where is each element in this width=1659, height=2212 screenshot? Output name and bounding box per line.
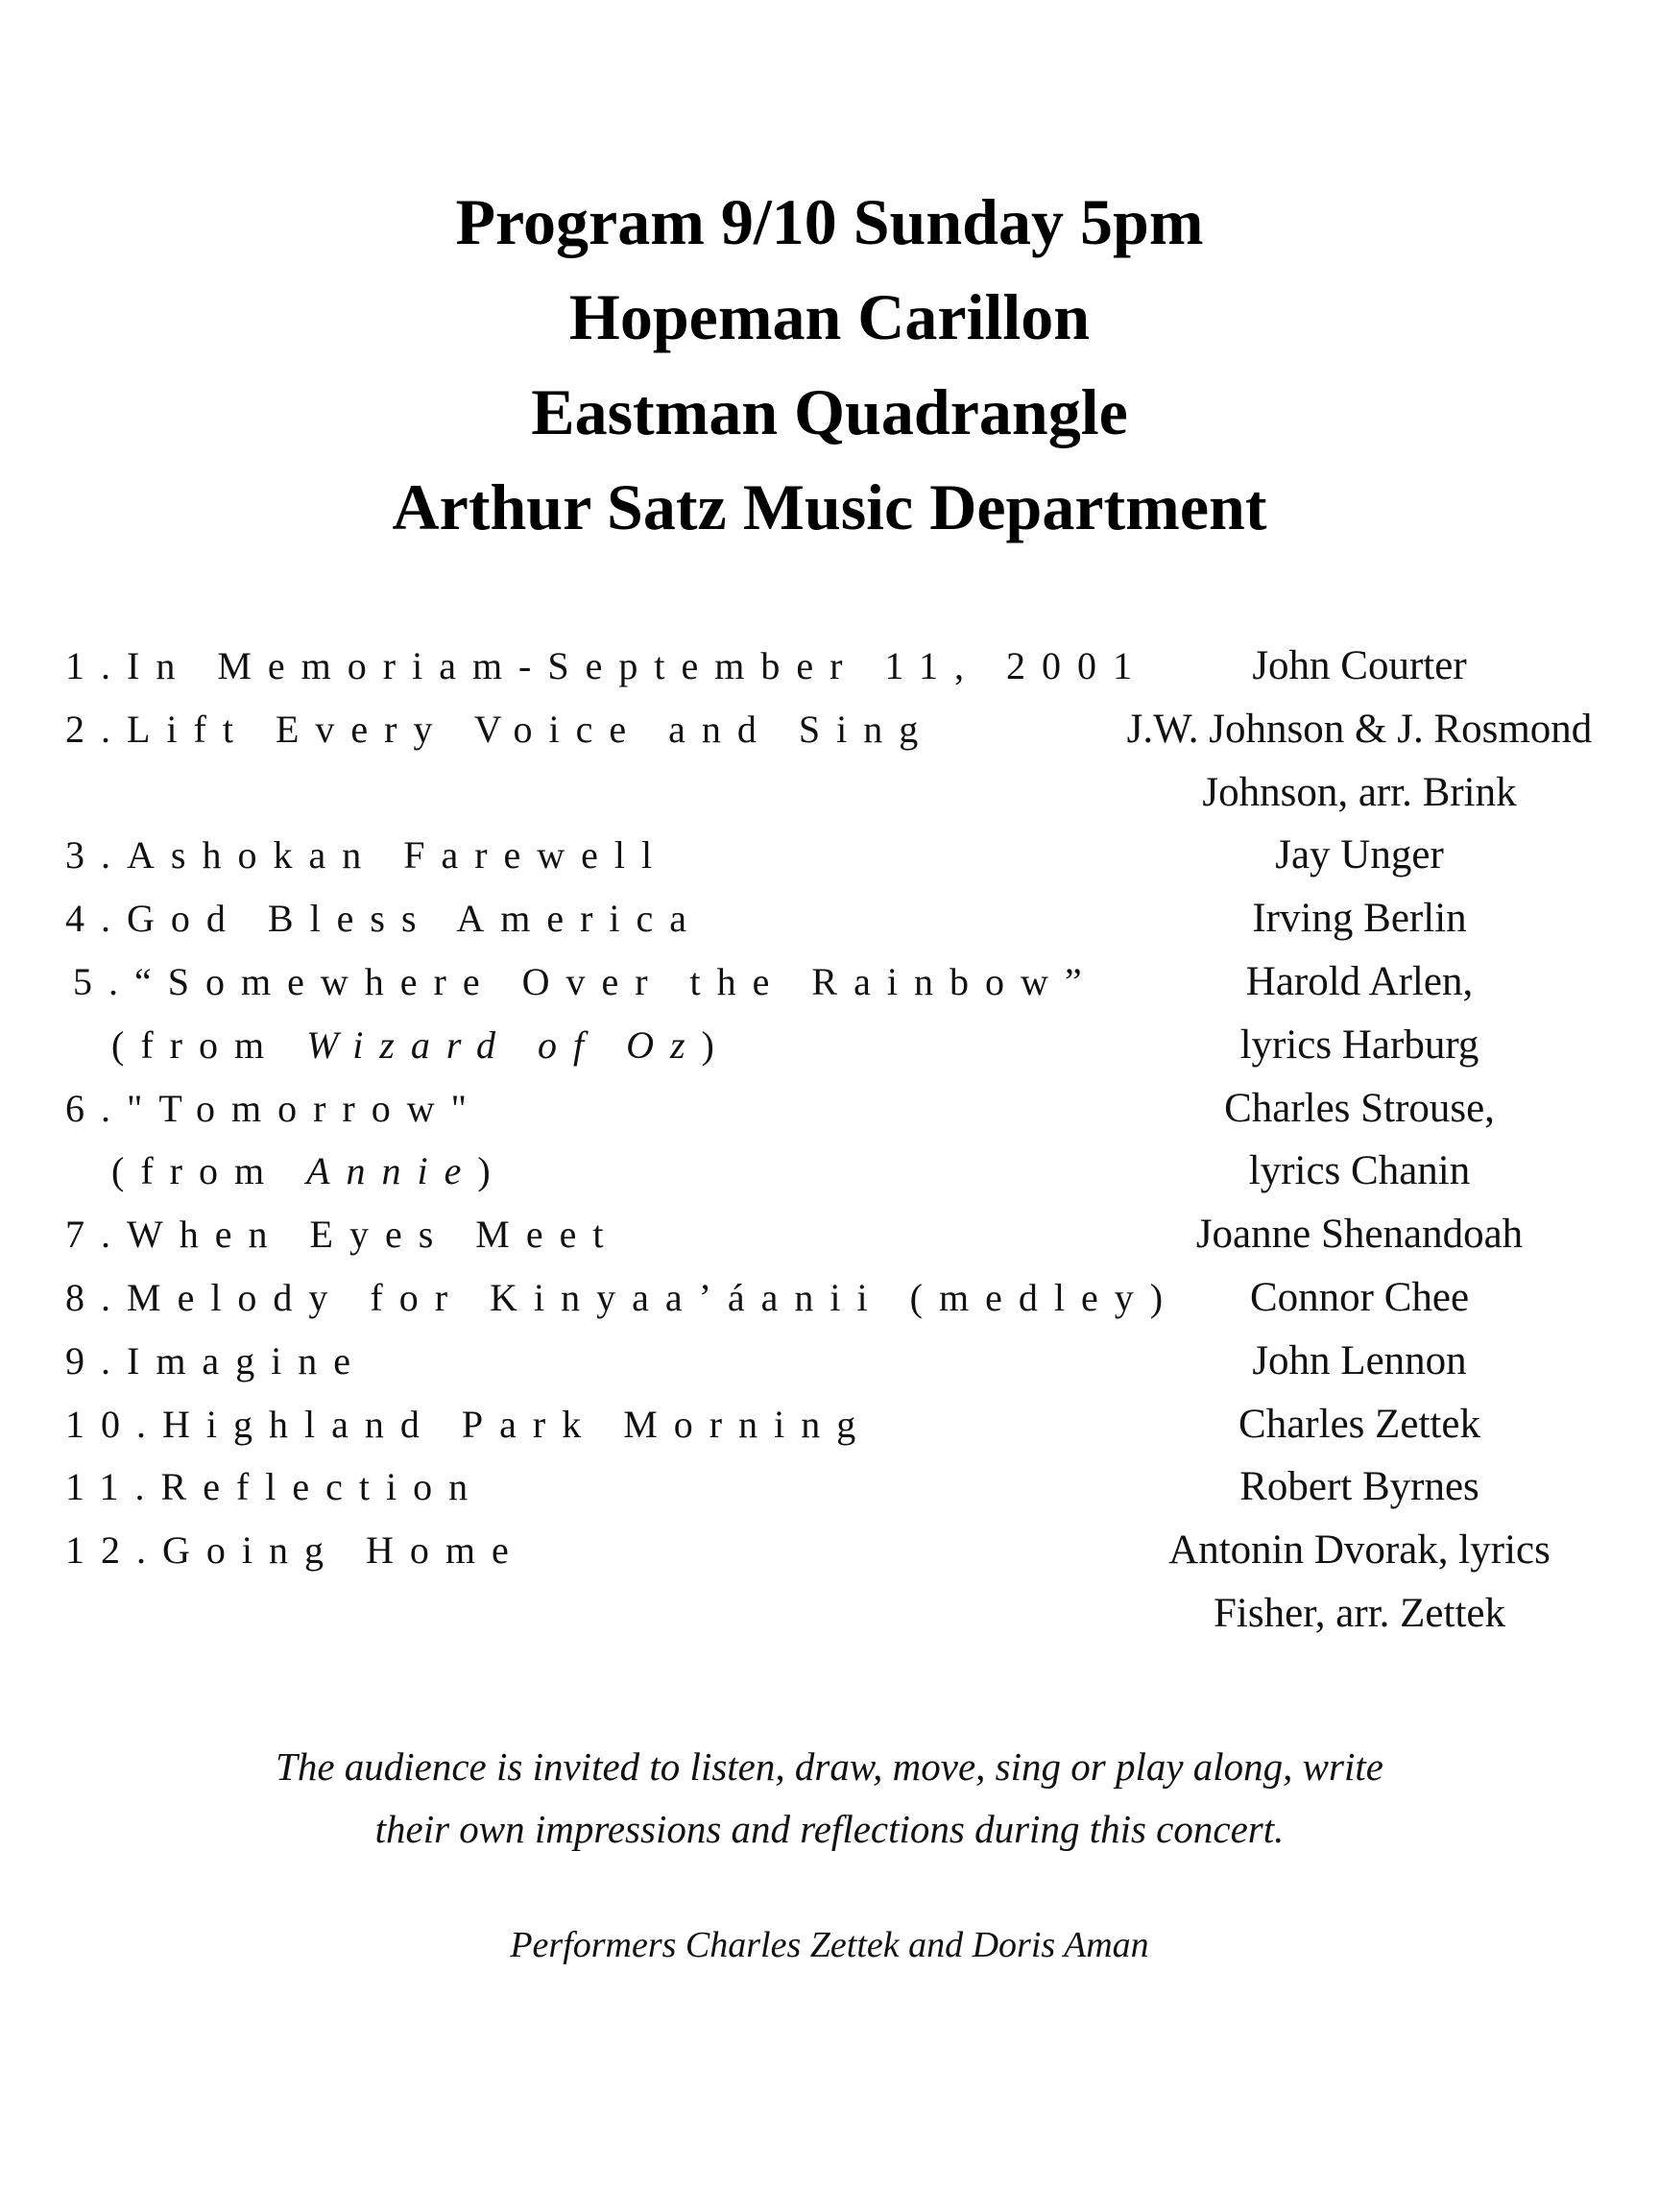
piece-composer: lyrics Harburg [1239, 1022, 1479, 1068]
program-row [0, 764, 1659, 828]
audience-note-line: The audience is invited to listen, draw, move, sing or play along, write [276, 1744, 1383, 1789]
subtitle-prefix: (from [111, 1149, 307, 1193]
piece-composer: J.W. Johnson & J. Rosmond [1126, 706, 1593, 752]
piece-title: 8.Melody for Kinyaa’áanii (medley) [65, 1275, 1180, 1319]
program-row [0, 1269, 1659, 1333]
program-row [0, 1522, 1659, 1585]
piece-subtitle [111, 1146, 507, 1196]
piece-title: 1.In Memoriam-September 11, 2001 [65, 644, 1148, 687]
piece-composer: Charles Zettek [1238, 1401, 1480, 1447]
piece-title: 2.Lift Every Voice and Sing [65, 707, 935, 751]
subtitle-prefix: (from [111, 1022, 307, 1067]
program-row [0, 1396, 1659, 1459]
piece-composer: Jay Unger [1275, 832, 1444, 878]
piece-title: 12.Going Home [65, 1528, 525, 1573]
piece-composer: Harold Arlen, [1245, 958, 1474, 1004]
piece-composer: Joanne Shenandoah [1195, 1212, 1524, 1258]
program-row [0, 890, 1659, 953]
subtitle-work: Wizard of Oz [306, 1022, 702, 1067]
program-row [0, 827, 1659, 890]
piece-composer: Robert Byrnes [1239, 1464, 1479, 1510]
program-header [0, 175, 1659, 555]
subtitle-suffix: ) [701, 1022, 731, 1067]
program-row [0, 953, 1659, 1017]
piece-title: 5.“Somewhere Over the Rainbow” [73, 959, 1098, 1003]
piece-composer: Antonin Dvorak, lyrics [1168, 1527, 1551, 1574]
audience-note-line: their own impressions and reflections during this concert. [374, 1807, 1285, 1851]
header-line-venue: Hopeman Carillon [568, 280, 1091, 353]
program-row [0, 1017, 1659, 1080]
program-row [0, 1080, 1659, 1143]
piece-title: 7.When Eyes Meet [65, 1213, 620, 1257]
piece-composer: Charles Strouse, [1224, 1085, 1495, 1131]
program-row [0, 637, 1659, 701]
program-list [0, 637, 1659, 1648]
program-row [0, 1458, 1659, 1522]
piece-composer: Fisher, arr. Zettek [1214, 1590, 1505, 1636]
piece-title: 3.Ashokan Farewell [65, 833, 669, 878]
performers-credit: Performers Charles Zettek and Doris Aman [510, 1925, 1149, 1965]
audience-note [0, 1736, 1659, 1861]
piece-composer: lyrics Chanin [1248, 1148, 1471, 1194]
header-line-department: Arthur Satz Music Department [392, 470, 1267, 543]
piece-composer: Irving Berlin [1252, 896, 1467, 942]
piece-title: 4.God Bless America [65, 897, 704, 941]
piece-composer: Connor Chee [1249, 1274, 1470, 1320]
program-row [0, 701, 1659, 764]
piece-composer: Johnson, arr. Brink [1202, 769, 1517, 815]
piece-title: 9.Imagine [65, 1338, 368, 1382]
program-row [0, 1585, 1659, 1648]
piece-title: 10.Highland Park Morning [65, 1402, 873, 1446]
header-line-date: Program 9/10 Sunday 5pm [455, 185, 1204, 258]
piece-composer: John Lennon [1252, 1337, 1467, 1383]
piece-title: 11.Reflection [65, 1465, 485, 1509]
program-row [0, 1142, 1659, 1206]
program-row [0, 1206, 1659, 1269]
piece-composer: John Courter [1252, 643, 1467, 688]
program-row [0, 1333, 1659, 1396]
header-line-location: Eastman Quadrangle [531, 375, 1128, 448]
subtitle-suffix: ) [477, 1149, 507, 1193]
subtitle-work: Annie [306, 1149, 478, 1193]
piece-subtitle [111, 1021, 731, 1070]
piece-title: 6."Tomorrow" [65, 1086, 483, 1130]
